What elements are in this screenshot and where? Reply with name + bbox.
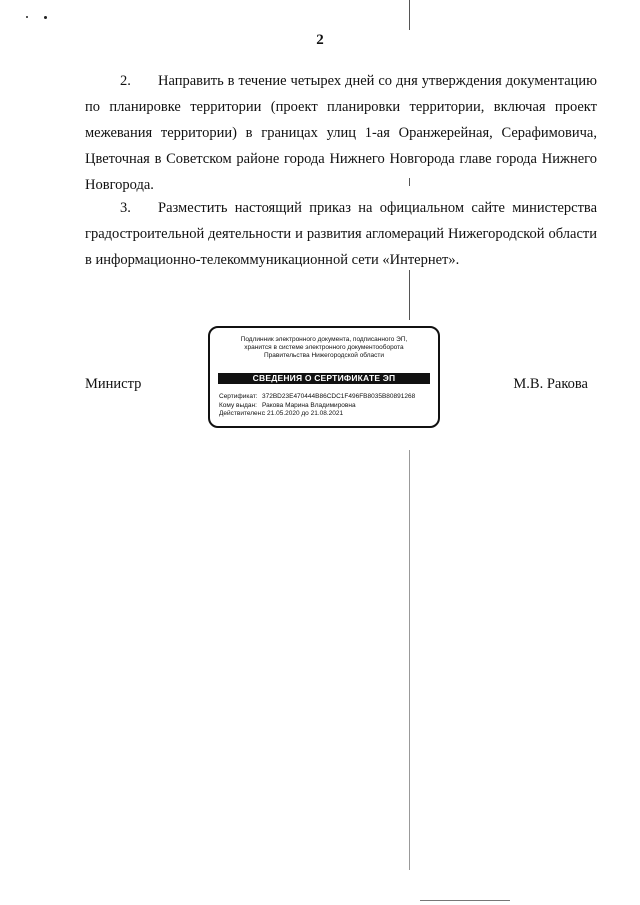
scan-artifact-line xyxy=(420,900,510,901)
scan-artifact-line xyxy=(409,450,410,870)
valid-row xyxy=(219,410,432,419)
valid-label: Действителен: xyxy=(219,410,264,417)
paragraph-number: 2. xyxy=(120,73,131,89)
scan-artifact-dot xyxy=(44,16,47,19)
stamp-details xyxy=(219,393,432,419)
page-number: 2 xyxy=(316,32,324,48)
issued-to-row xyxy=(219,402,432,411)
certificate-value: 372BD23E470444B86CDC1F496FB8035B80891268 xyxy=(262,393,416,400)
paragraph-text: Разместить настоящий приказ на официальном сайте министерства градостроительной деятельности и развития агломераций Нижегородской области в информационно-телекоммуникационной сети «Интернет». xyxy=(85,200,597,268)
signer-position: Министр xyxy=(85,376,142,392)
scan-artifact-line xyxy=(409,270,410,320)
stamp-note-line: Подлинник электронного документа, подписанного ЭП, xyxy=(240,336,408,343)
certificate-row xyxy=(219,393,432,402)
issued-to-label: Кому выдан: xyxy=(219,401,257,409)
paragraph-text: Направить в течение четырех дней со дня утверждения документацию по планировке территории (проект планировки территории, включая проект межевания территории) в границах улиц 1-ая Оранжерейная, Серафимовича, Цветочная в Советском районе города Нижнего Новгорода главе города Нижнего Новгорода. xyxy=(85,73,597,193)
valid-value: с 21.05.2020 до 21.08.2021 xyxy=(262,410,344,417)
paragraph-number: 3. xyxy=(120,200,131,216)
signer-name: М.В. Ракова xyxy=(513,376,588,392)
stamp-note xyxy=(216,336,432,360)
scan-artifact-line xyxy=(409,0,410,30)
stamp-note-line: Правительства Нижегородской области xyxy=(263,352,385,359)
stamp-header: СВЕДЕНИЯ О СЕРТИФИКАТЕ ЭП xyxy=(218,373,430,384)
scan-artifact-dot xyxy=(26,16,28,18)
certificate-label: Сертификат: xyxy=(219,393,258,400)
issued-to-value: Ракова Марина Владимировна xyxy=(262,401,356,409)
electronic-signature-stamp xyxy=(208,326,440,428)
stamp-note-line: хранится в системе электронного документооборота xyxy=(244,344,404,351)
scan-artifact-line xyxy=(409,178,410,186)
paragraph-item-3 xyxy=(85,195,597,273)
paragraph-item-2 xyxy=(85,68,597,198)
